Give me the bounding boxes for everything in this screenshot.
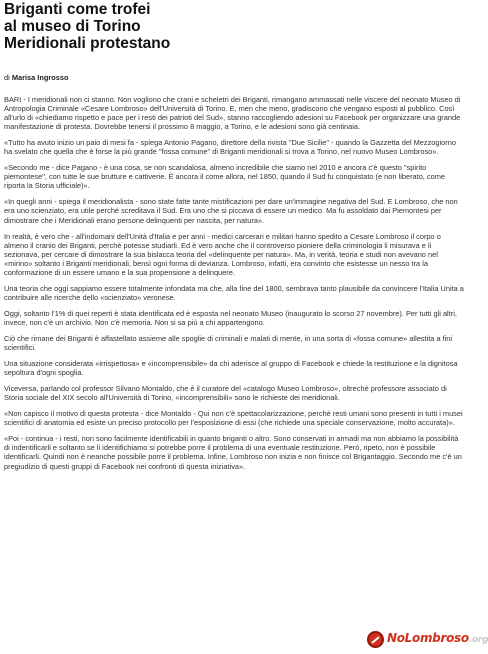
author-name: Marisa Ingrosso xyxy=(11,73,69,82)
paragraph: Oggi, soltanto l'1% di quei reperti è stata identificata ed è esposta nel neonato Museo (inaugurato lo scorso 27 novembre). Per tutti gli altri, invece, non c'è un archivio. Non c'è memoria. Non si sa più a chi appartengono. xyxy=(4,308,457,327)
paragraph: BARI - I meridionali non ci stanno. Non vogliono che crani e scheletri dei Briganti, rimangano ammassati nelle viscere del neonato Museo di Antropologia Criminale «Cesare Lombroso» dell'Università di Torino. E, men che meno, gradiscono che vengano esposti al pubblico. Così all'urlo di «chiediamo rispetto e pace per i resti dei patrioti del Sud», stanno raccogliendo adesioni su Facebook per organizzare una grande manifestazione di protesta. Dovrebbe tenersi il prossimo 8 maggio, a Torino, e le adesioni sono già centinaia. xyxy=(4,95,461,132)
paragraph: «Secondo me - dice Pagano - è una cosa, se non scandalosa, almeno incredibile che siamo nel 2010 e ancora c'è questo "spirito piemontese", con tutte le sue brutture e cattiverie. È ancora il come allora, nel 1850, quando il Sud fu conquistato (e non liberato, come riporta la Storia ufficiale)». xyxy=(4,163,445,191)
headline-line-3: Meridionali protestano xyxy=(4,35,171,52)
paragraph: «Tutto ha avuto inizio un paio di mesi fa - spiega Antonio Pagano, direttore della rivista "Due Sicilie" - quando la Gazzetta del Mezzogiorno ha svelato che quella che è forse la più grande "fossa comune" di Briganti meridionali si trova a Torino, nel nuovo Museo Lombroso». xyxy=(4,138,456,157)
byline-prefix: di xyxy=(4,73,10,82)
paragraph: Una teoria che oggi sappiamo essere totalmente infondata ma che, alla fine del 1800, sembrava tanto plausibile da convincere l'Italia Unita a contribuire alle ricerche dello «scienziato» veronese. xyxy=(4,283,464,302)
paragraph: Viceversa, parlando col professor Silvano Montaldo, che è il curatore del «catalogo Museo Lombroso», oltreché professore associato di Storia sociale del XIX secolo all'Università di Torino, «incomprensibili» sono le richieste dei meridionali. xyxy=(4,384,447,403)
paragraph: «In quegli anni - spiega il meridionalista - sono state fatte tante mistificazioni per dare un'immagine negativa del Sud. E Lombroso, che non era uno scienziato, era utile perché screditava il Sud. Era uno che si piccava di essere un medico. Ma fu assoldato dai Piemontesi per dimostrare che i Meridionali erano persone delinquenti per nascita, per natura». xyxy=(4,197,458,225)
article-body xyxy=(4,95,466,478)
byline xyxy=(4,73,69,82)
logo-text-tld: .org xyxy=(468,635,488,645)
headline-line-2: al museo di Torino xyxy=(4,18,141,35)
article-headline xyxy=(4,1,404,52)
paragraph: «Poi - continua - i resti, non sono facilmente identificabili in quanto briganti o altro. Sono conservati in armadi ma non abbiamo la possibilità di indentificarli e soltanto se li identifichiamo si potrebbe porre il problema di una eventuale restituzione. Però, ripeto, non è possibile identificarli. Quindi non è neanche possibile porre il problema. Infine, Lombroso non inizia e non finisce col Brigantaggio. Secondo me c'è un pregiudizio di questi gruppi di Facebook nei confronti di questa iniziativa». xyxy=(4,434,462,471)
paragraph: Ciò che rimane dei Briganti è affastellato assieme alle spoglie di criminali e malati di mente, in una sorta di «fossa comune» allestita a fini scientifici. xyxy=(4,333,453,353)
no-sign-icon xyxy=(367,631,384,648)
nolombroso-logo xyxy=(367,627,488,651)
logo-wordmark xyxy=(387,631,488,647)
logo-text-main: NoLombroso xyxy=(387,631,469,645)
paragraph: In realtà, è vero che - all'indomani dell'Unità d'Italia e per anni - medici carcerari e militari hanno spedito a Cesare Lombroso il corpo o almeno il cranio dei Briganti, perché potesse studiarli. Ed è vero anche che il controverso pioniere della criminologia li misurava e li sezionava, per cercare di dimostrare la sua bislacca teoria del «delinquente per natura». Ma, in verità, teoria e studi non avevano nel «mirino» soltanto i Briganti meridionali, bensì ogni forma di devianza. Lombroso, infatti, era convinto che esistesse un nesso tra la conformazione di un essere umano e la sua propensione a delinquere. xyxy=(4,231,441,277)
paragraph: Una situazione considerata «irrispettosa» e «incomprensibile» da chi aderisce al gruppo di Facebook e chiede la restituzione e la dignitosa sepoltura d'ogni spoglia. xyxy=(4,359,458,378)
paragraph: «Non capisco il motivo di questa protesta - dice Montaldo - Qui non c'è spettacolarizzazione, perché resti umani sono presenti in tutti i musei scientifici di anatomia ed esiste un preciso protocollo per l'esposizione di essi (che richiede una speciale conservazione, molto accurata)». xyxy=(4,409,463,428)
headline-line-1: Briganti come trofei xyxy=(4,1,151,18)
